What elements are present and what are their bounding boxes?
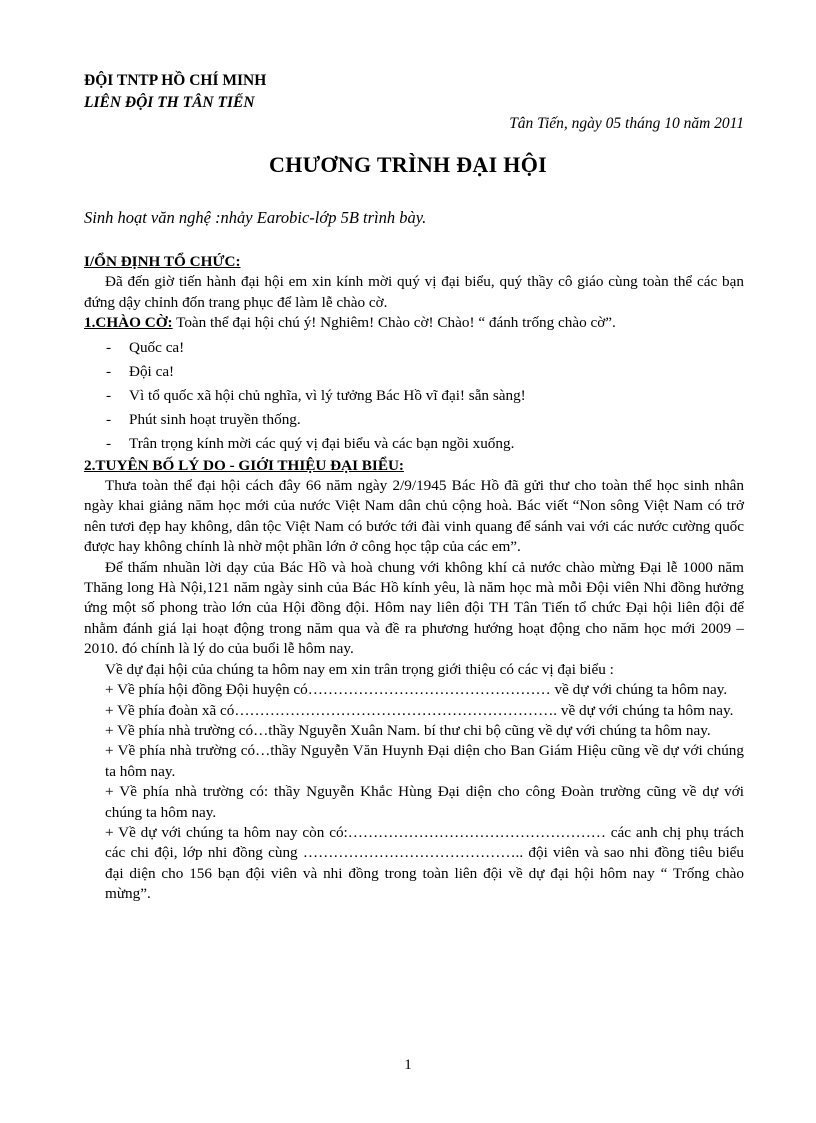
section-3-paragraph-2: Để thấm nhuần lời dạy của Bác Hồ và hoà chung với không khí cả nước chào mừng Đại lễ 1000 năm Thăng long Hà Nội,121 năm ngày sinh của Bác Hồ kính yêu, là năm học mà mỗi Đội viên Nhi đồng hưởng ứng một số phong trào lớn của Hội đồng đội. Hôm nay liên đội TH Tân Tiến tổ chức Đại hội liên đội để nhằm đánh giá lại hoạt động trong năm qua và đề ra phương hướng hoạt động cho năm học mới 2009 – 2010. đó chính là lý do của buổi lễ hôm nay.	[84, 558, 744, 658]
guest-entry-4: + Về phía nhà trường có…thầy Nguyễn Văn Huynh Đại diện cho Ban Giám Hiệu cũng về dự với chúng ta hôm nay.	[105, 742, 744, 780]
org-line-1: ĐỘI TNTP HỒ CHÍ MINH	[84, 72, 267, 89]
guest-entry-1: + Về phía hội đồng Đội huyện có………………………………………… về dự với chúng ta hôm nay.	[105, 681, 728, 699]
section-3	[84, 456, 744, 476]
page-number: 1	[404, 1057, 412, 1073]
document-body	[84, 252, 744, 905]
guest-entry-5: + Về phía nhà trường có: thầy Nguyễn Khắc Hùng Đại diện cho công Đoàn trường cũng về dự với chúng ta hôm nay.	[105, 783, 744, 821]
section-2-heading: 1.CHÀO CỜ:	[84, 314, 173, 332]
section-2	[84, 313, 744, 333]
guest-entry-2: + Về phía đoàn xã có………………………………………………………. về dự với chúng ta hôm nay.	[105, 701, 734, 719]
guest-entry-3: + Về phía nhà trường có…thầy Nguyễn Xuân Nam. bí thư chi bộ cũng về dự với chúng ta hôm nay.	[105, 721, 711, 739]
list-item: - Vì tổ quốc xã hội chủ nghĩa, vì lý tưởng Bác Hồ vĩ đại! sẵn sàng!	[84, 384, 744, 408]
section-1-text: Đã đến giờ tiến hành đại hội em xin kính mời quý vị đại biểu, quý thầy cô giáo cùng toàn thể các bạn đứng dậy chỉnh đốn trang phục để làm lễ chào cờ.	[84, 273, 744, 311]
org-line-2: LIÊN ĐỘI TH TÂN TIẾN	[84, 94, 255, 111]
section-1-heading: I/ỔN ĐỊNH TỔ CHỨC:	[84, 253, 241, 270]
intro-line: Sinh hoạt văn nghệ :nhảy Earobic-lớp 5B trình bày.	[84, 208, 427, 227]
list-item: - Trân trọng kính mời các quý vị đại biểu và các bạn ngồi xuống.	[84, 432, 744, 456]
list-item: - Phút sinh hoạt truyền thống.	[84, 408, 744, 432]
section-1	[84, 252, 744, 272]
page-title: CHƯƠNG TRÌNH ĐẠI HỘI	[269, 152, 547, 177]
section-3-heading: 2.TUYÊN BỐ LÝ DO - GIỚI THIỆU ĐẠI BIỂU:	[84, 456, 404, 474]
list-item: - Đội ca!	[84, 360, 744, 384]
flag-ceremony-list	[84, 336, 744, 456]
guest-entry-6: + Về dự với chúng ta hôm nay còn có:…………………………………………… các anh chị phụ trách các chi đội, lớp nhi đồng cùng …………………………………….. đội viên và sao nhi đồng tiêu biểu đại diện cho 156 bạn đội viên và nhi đồng trong toàn liên đội về dự đại hội hôm nay “ Trống chào mừng”.	[105, 823, 744, 903]
document-date: Tân Tiến, ngày 05 tháng 10 năm 2011	[509, 115, 744, 132]
list-item: - Quốc ca!	[84, 336, 744, 360]
section-3-paragraph-3: Về dự đại hội của chúng ta hôm nay em xin trân trọng giới thiệu có các vị đại biểu :	[105, 660, 614, 678]
section-2-text: Toàn thể đại hội chú ý! Nghiêm! Chào cờ! Chào! “ đánh trống chào cờ”.	[172, 314, 616, 332]
section-3-paragraph-1: Thưa toàn thể đại hội cách đây 66 năm ngày 2/9/1945 Bác Hồ đã gửi thư cho toàn thể học sinh nhân ngày khai giảng năm học mới của nước Việt Nam dân chủ cộng hoà. Bác viết “Non sông Việt Nam có trở nên tươi đẹp hay không, dân tộc Việt Nam có bước tới đài vinh quang để sánh vai với các nước cường quốc được hay không chính là nhờ một phần lớn ở công học tập của các em”.	[84, 477, 744, 556]
